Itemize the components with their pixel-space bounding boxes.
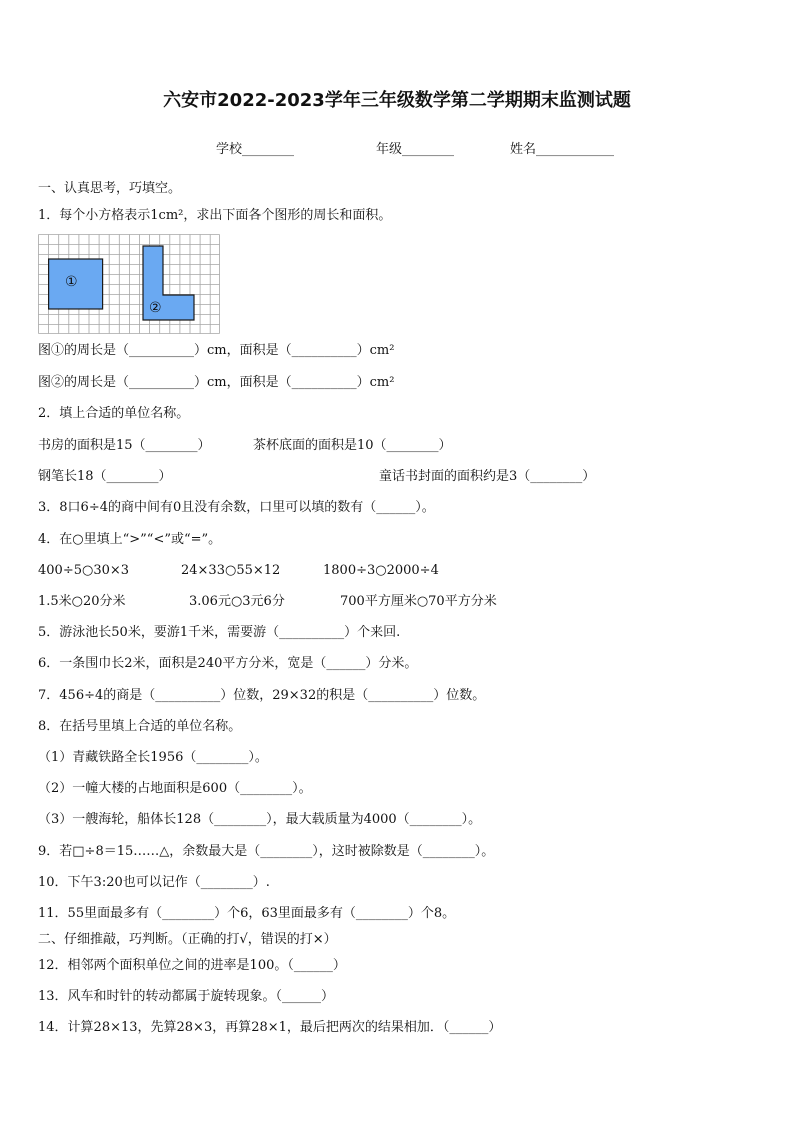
grid-figure bbox=[38, 234, 220, 334]
q2-item-b: 茶杯底面的面积是10（________） bbox=[253, 438, 452, 453]
school-field: 学校________ bbox=[216, 142, 295, 157]
shape-2-label: ② bbox=[149, 300, 162, 316]
question-11: 11．55里面最多有（________）个6，63里面最多有（________）个8。 bbox=[38, 906, 456, 921]
shape-1-label: ① bbox=[65, 274, 78, 290]
q8-item-2: （2）一幢大楼的占地面积是600（________）。 bbox=[38, 781, 312, 796]
name-field: 姓名____________ bbox=[510, 142, 615, 157]
q2-item-c: 钢笔长18（________） bbox=[38, 469, 172, 484]
question-1: 1．每个小方格表示1cm²，求出下面各个图形的周长和面积。 bbox=[38, 208, 392, 223]
question-8: 8．在括号里填上合适的单位名称。 bbox=[38, 719, 242, 734]
q1-line-2: 图②的周长是（__________）cm，面积是（__________）cm² bbox=[38, 375, 395, 390]
question-10: 10．下午3:20也可以记作（________）. bbox=[38, 875, 270, 890]
section2-heading: 二、仔细推敲，巧判断。（正确的打√，错误的打×） bbox=[38, 932, 337, 947]
q2-item-d: 童话书封面的面积约是3（________） bbox=[379, 469, 596, 484]
question-2: 2．填上合适的单位名称。 bbox=[38, 406, 190, 421]
q4-item-d: 1.5米○20分米 bbox=[38, 594, 126, 609]
question-9: 9．若□÷8＝15……△，余数最大是（________），这时被除数是（________）。 bbox=[38, 844, 495, 859]
question-4: 4．在○里填上“>”“<”或“=”。 bbox=[38, 532, 222, 547]
q4-item-e: 3.06元○3元6分 bbox=[189, 594, 285, 609]
q4-item-f: 700平方厘米○70平方分米 bbox=[340, 594, 497, 609]
section1-heading: 一、认真思考，巧填空。 bbox=[38, 181, 182, 196]
page-title: 六安市2022-2023学年三年级数学第二学期期末监测试题 bbox=[163, 90, 631, 111]
q2-item-a: 书房的面积是15（________） bbox=[38, 438, 211, 453]
q8-item-3: （3）一艘海轮，船体长128（________），最大载质量为4000（________）。 bbox=[38, 812, 482, 827]
question-6: 6．一条围巾长2米，面积是240平方分米，宽是（______）分米。 bbox=[38, 656, 418, 671]
question-5: 5．游泳池长50米，要游1千米，需要游（__________）个来回. bbox=[38, 625, 401, 640]
q8-item-1: （1）青藏铁路全长1956（________）。 bbox=[38, 750, 268, 765]
question-7: 7．456÷4的商是（__________）位数，29×32的积是（__________）位数。 bbox=[38, 688, 486, 703]
q4-item-b: 24×33○55×12 bbox=[181, 563, 281, 578]
question-13: 13．风车和时针的转动都属于旋转现象。（______） bbox=[38, 989, 335, 1004]
grade-field: 年级________ bbox=[376, 142, 455, 157]
question-3: 3．8口6÷4的商中间有0且没有余数，口里可以填的数有（______）。 bbox=[38, 500, 435, 515]
question-12: 12．相邻两个面积单位之间的进率是100。（______） bbox=[38, 958, 346, 973]
q1-line-1: 图①的周长是（__________）cm，面积是（__________）cm² bbox=[38, 343, 395, 358]
question-14: 14．计算28×13，先算28×3，再算28×1，最后把两次的结果相加．（______） bbox=[38, 1020, 502, 1035]
q4-item-c: 1800÷3○2000÷4 bbox=[323, 563, 439, 578]
q4-item-a: 400÷5○30×3 bbox=[38, 563, 130, 578]
